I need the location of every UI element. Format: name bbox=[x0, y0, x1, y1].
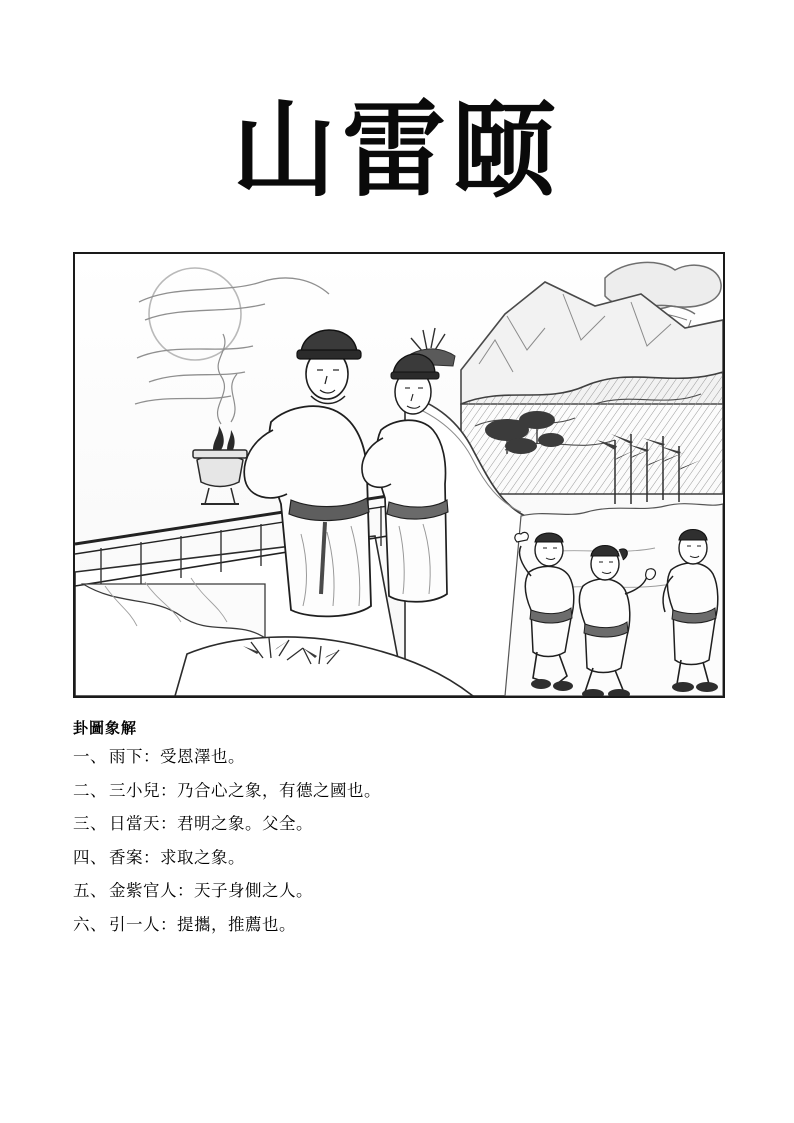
list-item bbox=[73, 816, 723, 850]
hexagram-illustration bbox=[73, 252, 725, 698]
list-item bbox=[73, 780, 723, 817]
list-item-number: 二、 bbox=[73, 780, 107, 800]
caption-block bbox=[73, 716, 723, 950]
list-item bbox=[73, 914, 723, 951]
caption-list bbox=[73, 749, 723, 950]
list-item bbox=[73, 847, 723, 884]
list-item-number: 一、 bbox=[73, 747, 107, 766]
list-item-text: 雨下：受恩澤也。 bbox=[109, 747, 245, 766]
list-item bbox=[73, 749, 723, 783]
caption-heading: 卦圖象解 bbox=[73, 719, 138, 737]
list-item-number: 四、 bbox=[73, 847, 107, 867]
list-item-text: 金紫官人：天子身側之人。 bbox=[109, 881, 313, 900]
page-title: 山雷颐 bbox=[231, 89, 562, 211]
list-item-number: 五、 bbox=[73, 881, 107, 900]
list-item-text: 香案：求取之象。 bbox=[109, 847, 245, 867]
list-item-text: 三小兒：乃合心之象，有德之國也。 bbox=[109, 780, 381, 800]
list-item bbox=[73, 883, 723, 917]
list-item-text: 引一人：提攜，推薦也。 bbox=[109, 914, 296, 934]
list-item-text: 日當天：君明之象。父全。 bbox=[109, 814, 313, 833]
list-item-number: 六、 bbox=[73, 914, 107, 934]
list-item-number: 三、 bbox=[73, 814, 107, 833]
